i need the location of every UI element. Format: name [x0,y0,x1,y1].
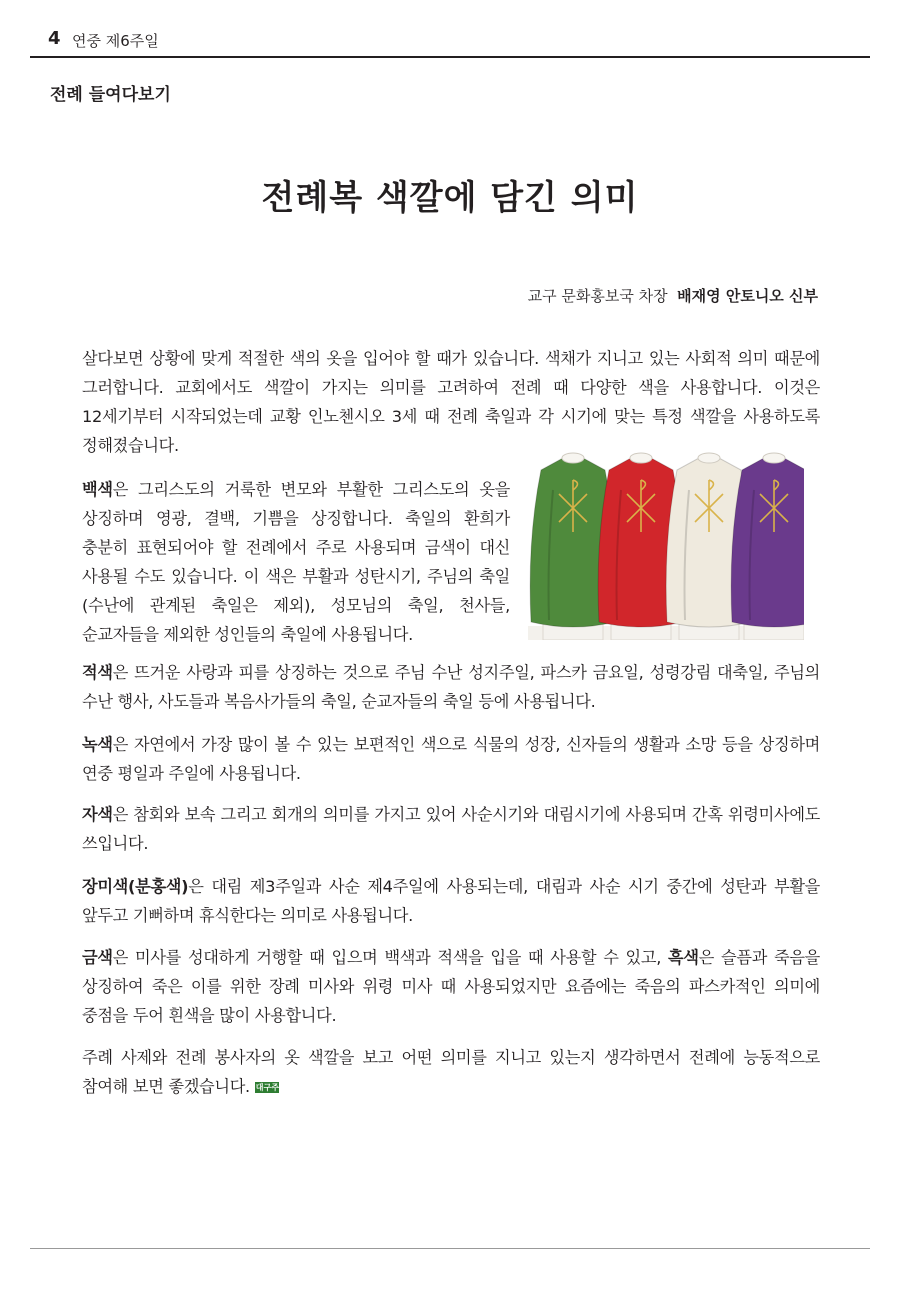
paragraph-green-text: 은 자연에서 가장 많이 볼 수 있는 보편적인 색으로 식물의 성장, 신자들의 생활과 소망 등을 상징하며 연중 평일과 주일에 사용됩니다. [82,735,820,783]
author-name: 배재영 안토니오 신부 [677,287,818,305]
paragraph-closing-text: 주례 사제와 전례 봉사자의 옷 색깔을 보고 어떤 의미를 지니고 있는지 생각하면서 전례에 능동적으로 참여해 보면 좋겠습니다. [82,1048,820,1096]
article-title: 전례복 색깔에 담긴 의미 [261,178,639,218]
paragraph-red-text: 은 뜨거운 사랑과 피를 상징하는 것으로 주님 수난 성지주일, 파스카 금요일, 성령강림 대축일, 주님의 수난 행사, 사도들과 복음사가들의 축일, 순교자들의 축일 등에 사용됩니다. [82,663,820,711]
paragraph-white [82,475,510,649]
paragraph-black-text: 은 슬픔과 죽음을 상징하여 죽은 이를 위한 장례 미사와 위령 미사 때 사용되었지만 요즘에는 죽음의 파스카적인 의미에 중점을 두어 흰색을 많이 사용합니다. [82,948,820,1025]
term-rose: 장미색(분홍색) [82,877,189,896]
paragraph-intro: 살다보면 상황에 맞게 적절한 색의 옷을 입어야 할 때가 있습니다. 색채가 지니고 있는 사회적 의미 때문에 그러합니다. 교회에서도 색깔이 가지는 의미를 고려하여 전례 때 다양한 색을 사용합니다. 이것은 12세기부터 시작되었는데 교황 인노첸시오 3세 때 전례 축일과 각 시기에 맞는 특정 색깔을 사용하도록 정해졌습니다. [82,349,820,455]
term-purple: 자색 [82,805,113,824]
paragraph-closing [82,1043,820,1101]
paragraph-gold-black [82,943,820,1030]
daegu-jubo-logo: 대구주보 [255,1083,287,1092]
vestments-photo [528,450,804,640]
paragraph-purple [82,800,820,858]
footer-divider [30,1248,870,1249]
term-green: 녹색 [82,735,113,754]
byline [528,285,818,306]
paragraph-rose [82,872,820,930]
paragraph-white-text: 은 그리스도의 거룩한 변모와 부활한 그리스도의 옷을 상징하며 영광, 결백, 기쁨을 상징합니다. 축일의 환희가 충분히 표현되어야 할 전례에서 주로 사용되며 금색이 대신 사용될 수도 있습니다. 이 색은 부활과 성탄시기, 주님의 축일(수난에 관계된 축일은 제외), 성모님의 축일, 천사들, 순교자들을 제외한 성인들의 축일에 사용됩니다. [82,480,510,644]
paragraph-red [82,658,820,716]
term-gold: 금색 [82,948,113,967]
purple-chasuble [731,458,804,627]
page-number: 4 [48,28,61,49]
paragraph-gold-text: 은 미사를 성대하게 거행할 때 입으며 백색과 적색을 입을 때 사용할 수 있고, [112,948,669,967]
issue-label: 연중 제6주일 [72,32,159,50]
paragraph-green [82,730,820,788]
paragraph-rose-text: 은 대림 제3주일과 사순 제4주일에 사용되는데, 대림과 사순 시기 중간에 성탄과 부활을 앞두고 기뻐하며 휴식한다는 의미로 사용됩니다. [82,877,820,925]
page-header [30,26,870,58]
author-role: 교구 문화홍보국 차장 [527,287,668,305]
term-white: 백색 [82,480,113,499]
paragraph-purple-text: 은 참회와 보속 그리고 회개의 의미를 가지고 있어 사순시기와 대림시기에 사용되며 간혹 위령미사에도 쓰입니다. [82,805,820,853]
section-label: 전례 들여다보기 [50,85,171,105]
term-black: 흑색 [668,948,699,967]
term-red: 적색 [82,663,113,682]
